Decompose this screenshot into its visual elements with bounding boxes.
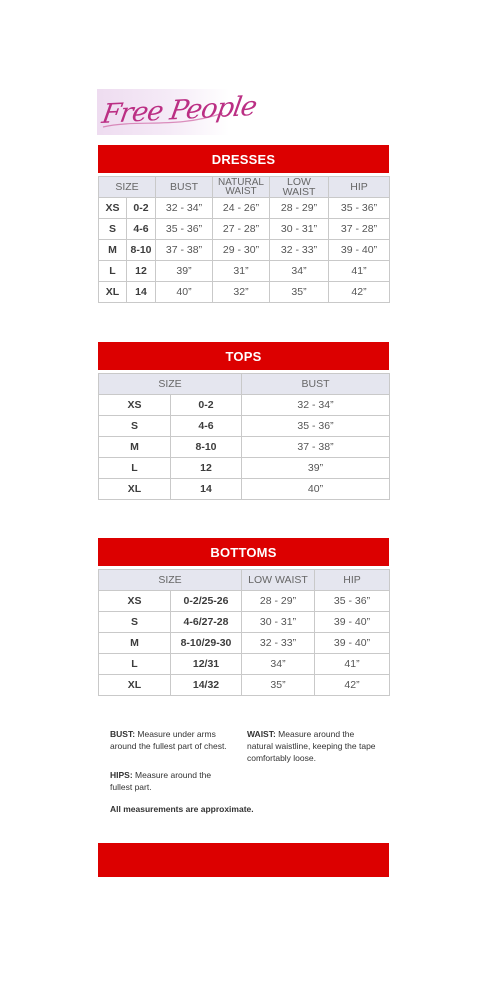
table-row bbox=[99, 479, 390, 500]
bust-note-label: BUST: bbox=[110, 729, 136, 739]
dresses-header-waist-line2: WAIST bbox=[225, 186, 257, 197]
table-row bbox=[99, 612, 390, 633]
table-row bbox=[99, 240, 390, 261]
size-number: 0-2 bbox=[171, 395, 242, 416]
size-number: 4-6 bbox=[171, 416, 242, 437]
bottoms-header-size: SIZE bbox=[99, 570, 242, 591]
dresses-section bbox=[98, 145, 389, 303]
bottoms-table bbox=[98, 569, 390, 696]
table-row bbox=[99, 416, 390, 437]
size-number: 4-6/27-28 bbox=[171, 612, 242, 633]
size-label: L bbox=[99, 458, 171, 479]
bust-value: 39” bbox=[156, 261, 213, 282]
table-row bbox=[99, 437, 390, 458]
dresses-header-natural-waist bbox=[213, 177, 270, 198]
size-number: 8-10 bbox=[171, 437, 242, 458]
logo-text: Free People bbox=[99, 91, 259, 130]
size-label: XL bbox=[99, 282, 127, 303]
size-number: 12/31 bbox=[171, 654, 242, 675]
size-label: L bbox=[99, 654, 171, 675]
size-number: 14 bbox=[171, 479, 242, 500]
low-waist-value: 35” bbox=[242, 675, 315, 696]
size-label: L bbox=[99, 261, 127, 282]
table-row bbox=[99, 395, 390, 416]
bust-value: 35 - 36” bbox=[242, 416, 390, 437]
dresses-header-low-waist: LOW WAIST bbox=[270, 177, 329, 198]
hips-note-text: Measure around the fullest part. bbox=[110, 770, 212, 792]
size-label: S bbox=[99, 612, 171, 633]
waist-value: 27 - 28” bbox=[213, 219, 270, 240]
waist-value: 31” bbox=[213, 261, 270, 282]
waist-note bbox=[247, 728, 379, 764]
table-row bbox=[99, 654, 390, 675]
low-waist-value: 30 - 31” bbox=[242, 612, 315, 633]
bust-value: 32 - 34” bbox=[156, 198, 213, 219]
hips-note bbox=[110, 769, 228, 793]
tops-header-bust: BUST bbox=[242, 374, 390, 395]
size-number: 8-10 bbox=[127, 240, 156, 261]
low-waist-value: 34” bbox=[242, 654, 315, 675]
hip-value: 35 - 36” bbox=[329, 198, 390, 219]
hip-value: 41” bbox=[315, 654, 390, 675]
hip-value: 39 - 40” bbox=[315, 612, 390, 633]
size-label: XS bbox=[99, 395, 171, 416]
bottoms-header-hip: HIP bbox=[315, 570, 390, 591]
dresses-header-size: SIZE bbox=[99, 177, 156, 198]
dresses-header-waist-line1: NATURAL bbox=[218, 177, 264, 188]
low-waist-value: 35” bbox=[270, 282, 329, 303]
waist-value: 32” bbox=[213, 282, 270, 303]
tops-header-row bbox=[99, 374, 390, 395]
hip-value: 42” bbox=[315, 675, 390, 696]
size-label: XS bbox=[99, 591, 171, 612]
size-number: 8-10/29-30 bbox=[171, 633, 242, 654]
brand-logo bbox=[97, 89, 259, 135]
bust-value: 39” bbox=[242, 458, 390, 479]
tops-title: TOPS bbox=[98, 342, 389, 370]
low-waist-value: 28 - 29” bbox=[270, 198, 329, 219]
table-row bbox=[99, 675, 390, 696]
bust-value: 40” bbox=[242, 479, 390, 500]
tops-section bbox=[98, 342, 389, 500]
size-number: 14 bbox=[127, 282, 156, 303]
size-label: M bbox=[99, 633, 171, 654]
hip-value: 39 - 40” bbox=[329, 240, 390, 261]
waist-note-label: WAIST: bbox=[247, 729, 276, 739]
dresses-header-hip: HIP bbox=[329, 177, 390, 198]
waist-value: 24 - 26” bbox=[213, 198, 270, 219]
dresses-table bbox=[98, 176, 390, 303]
size-number: 0-2/25-26 bbox=[171, 591, 242, 612]
hips-note-label: HIPS: bbox=[110, 770, 133, 780]
bottoms-header-row bbox=[99, 570, 390, 591]
size-label: XS bbox=[99, 198, 127, 219]
table-row bbox=[99, 458, 390, 479]
bottoms-title: BOTTOMS bbox=[98, 538, 389, 566]
low-waist-value: 32 - 33” bbox=[242, 633, 315, 654]
table-row bbox=[99, 261, 390, 282]
table-row bbox=[99, 282, 390, 303]
waist-note-text: Measure around the natural waistline, keeping the tape comfortably loose. bbox=[247, 729, 376, 763]
low-waist-value: 32 - 33” bbox=[270, 240, 329, 261]
bust-value: 37 - 38” bbox=[156, 240, 213, 261]
low-waist-value: 30 - 31” bbox=[270, 219, 329, 240]
size-number: 12 bbox=[171, 458, 242, 479]
table-row bbox=[99, 591, 390, 612]
tops-table bbox=[98, 373, 390, 500]
hip-value: 42” bbox=[329, 282, 390, 303]
size-number: 14/32 bbox=[171, 675, 242, 696]
hip-value: 41” bbox=[329, 261, 390, 282]
size-number: 0-2 bbox=[127, 198, 156, 219]
bust-value: 35 - 36” bbox=[156, 219, 213, 240]
size-number: 12 bbox=[127, 261, 156, 282]
dresses-header-bust: BUST bbox=[156, 177, 213, 198]
size-label: M bbox=[99, 437, 171, 458]
table-row bbox=[99, 633, 390, 654]
tops-header-size: SIZE bbox=[99, 374, 242, 395]
bottoms-header-low-waist: LOW WAIST bbox=[242, 570, 315, 591]
size-label: M bbox=[99, 240, 127, 261]
bust-note bbox=[110, 728, 242, 752]
hip-value: 39 - 40” bbox=[315, 633, 390, 654]
hip-value: 35 - 36” bbox=[315, 591, 390, 612]
hip-value: 37 - 28” bbox=[329, 219, 390, 240]
bust-value: 37 - 38” bbox=[242, 437, 390, 458]
size-label: S bbox=[99, 416, 171, 437]
footer-bar bbox=[98, 843, 389, 877]
size-number: 4-6 bbox=[127, 219, 156, 240]
size-label: XL bbox=[99, 479, 171, 500]
bottoms-section bbox=[98, 538, 389, 696]
disclaimer: All measurements are approximate. bbox=[110, 804, 254, 814]
waist-value: 29 - 30” bbox=[213, 240, 270, 261]
bust-value: 40” bbox=[156, 282, 213, 303]
bust-value: 32 - 34” bbox=[242, 395, 390, 416]
dresses-title: DRESSES bbox=[98, 145, 389, 173]
table-row bbox=[99, 219, 390, 240]
low-waist-value: 34” bbox=[270, 261, 329, 282]
dresses-header-row bbox=[99, 177, 390, 198]
low-waist-value: 28 - 29” bbox=[242, 591, 315, 612]
size-label: XL bbox=[99, 675, 171, 696]
table-row bbox=[99, 198, 390, 219]
bust-note-text: Measure under arms around the fullest part of chest. bbox=[110, 729, 227, 751]
size-label: S bbox=[99, 219, 127, 240]
